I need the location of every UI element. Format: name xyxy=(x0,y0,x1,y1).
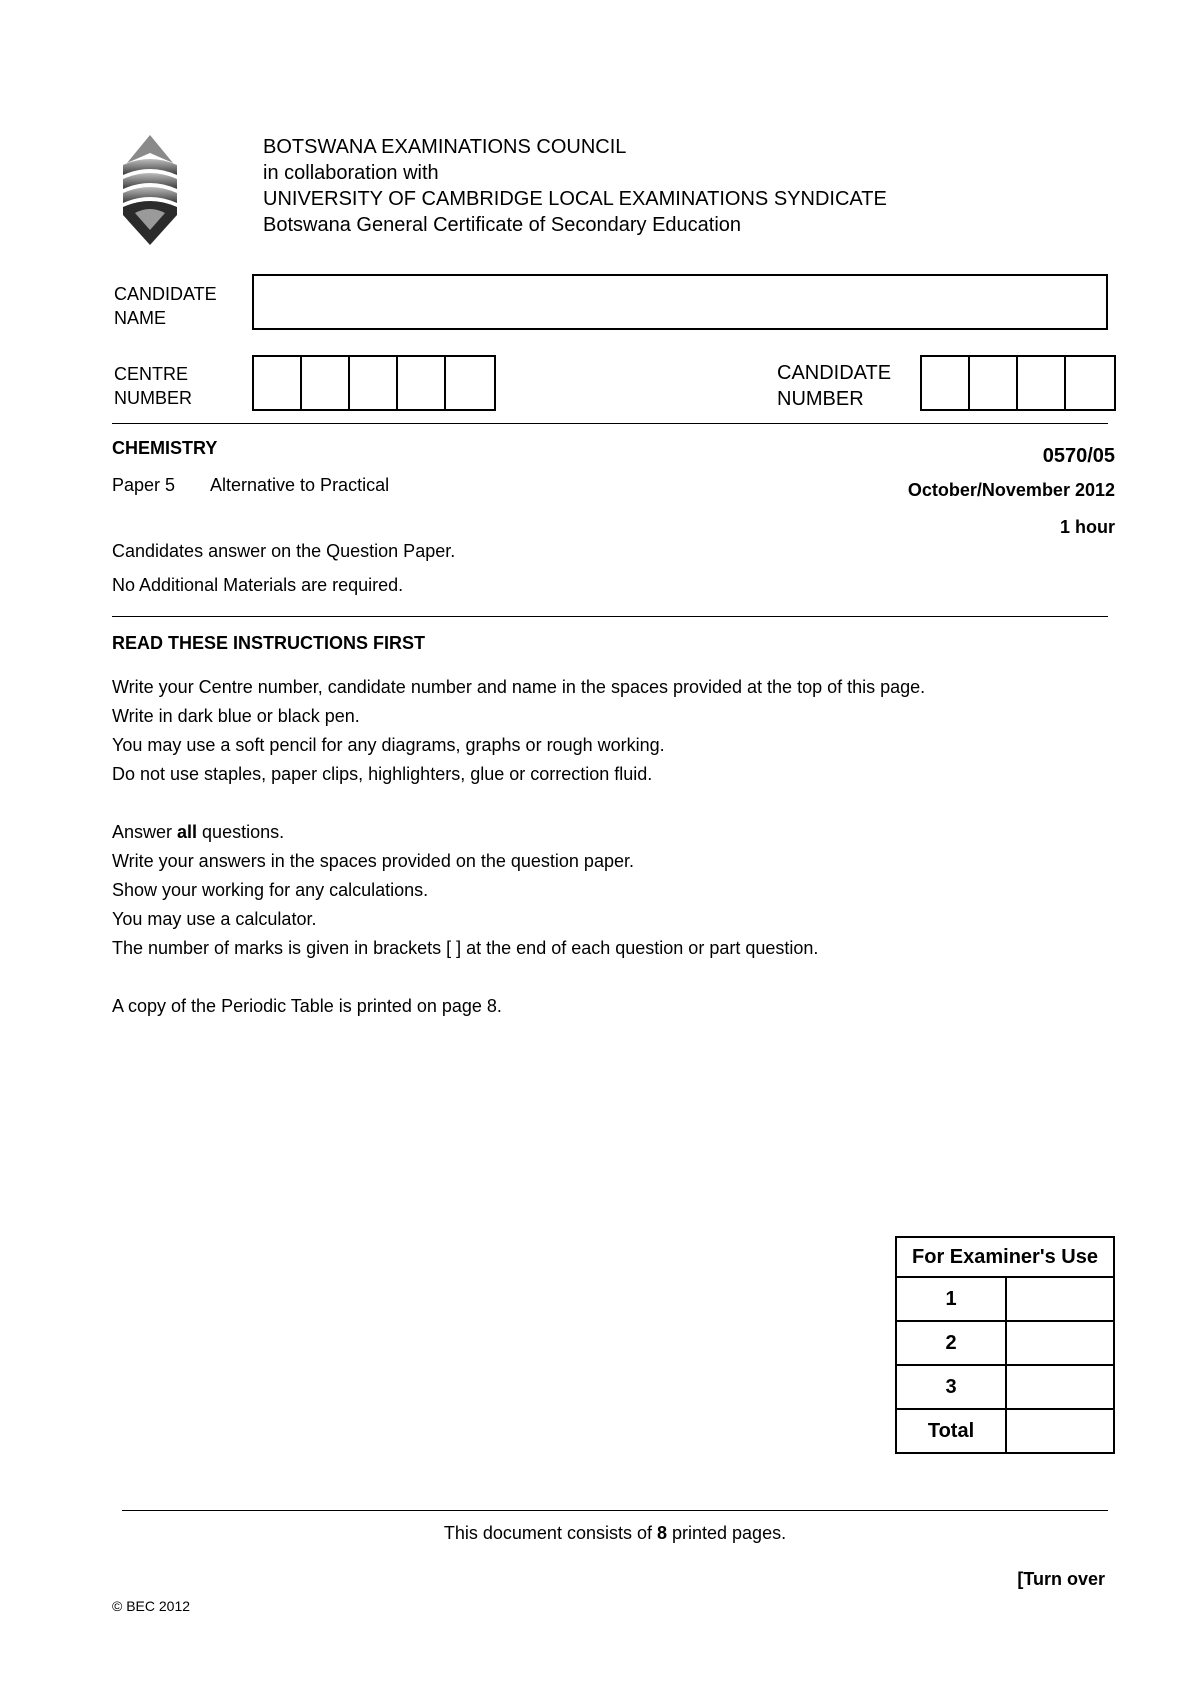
centre-number-label: CENTRE NUMBER xyxy=(114,364,193,408)
bec-logo-icon xyxy=(115,135,185,245)
centre-digit-box[interactable] xyxy=(446,357,494,409)
instructions-heading: READ THESE INSTRUCTIONS FIRST xyxy=(112,633,426,653)
candidate-digit-box[interactable] xyxy=(1018,357,1066,409)
candidate-number-label: CANDIDATE NUMBER xyxy=(777,362,892,410)
instruction-line: The number of marks is given in brackets [ ] at the end of each question or part question. xyxy=(112,938,819,958)
paper-number: Paper 5 xyxy=(112,475,176,495)
instruction-line: A copy of the Periodic Table is printed on page 8. xyxy=(112,996,502,1016)
instruction-line: Write your answers in the spaces provided on the question paper. xyxy=(112,851,634,871)
instruction-spacer xyxy=(112,789,925,818)
divider xyxy=(112,423,1108,424)
centre-number-boxes[interactable] xyxy=(252,355,496,411)
total-label: Total xyxy=(896,1409,1006,1453)
candidate-digit-box[interactable] xyxy=(970,357,1018,409)
council-name: BOTSWANA EXAMINATIONS COUNCIL xyxy=(263,136,627,158)
centre-digit-box[interactable] xyxy=(254,357,302,409)
question-number: 2 xyxy=(896,1321,1006,1365)
candidate-name-label: CANDIDATE NAME xyxy=(114,284,217,328)
footer-divider xyxy=(122,1510,1108,1511)
paper-title: Alternative to Practical xyxy=(210,475,390,495)
exam-session: October/November 2012 xyxy=(907,480,1115,500)
divider xyxy=(112,616,1108,617)
instruction-line: Write in dark blue or black pen. xyxy=(112,706,360,726)
mark-cell[interactable] xyxy=(1006,1365,1114,1409)
page-count-note: This document consists of 8 printed pages. xyxy=(443,1523,787,1543)
question-number: 3 xyxy=(896,1365,1006,1409)
examiner-use-table xyxy=(895,1236,1115,1454)
syndicate-name: UNIVERSITY OF CAMBRIDGE LOCAL EXAMINATIONS SYNDICATE xyxy=(263,188,887,210)
materials-note: No Additional Materials are required. xyxy=(112,575,404,595)
candidate-digit-box[interactable] xyxy=(922,357,970,409)
candidate-number-boxes[interactable] xyxy=(920,355,1116,411)
centre-digit-box[interactable] xyxy=(302,357,350,409)
header-block xyxy=(263,134,887,238)
copyright-text: © BEC 2012 xyxy=(112,1598,191,1614)
instruction-line: Answer all questions. xyxy=(112,822,285,842)
instruction-line: You may use a soft pencil for any diagrams, graphs or rough working. xyxy=(112,735,665,755)
centre-digit-box[interactable] xyxy=(350,357,398,409)
candidate-name-field[interactable] xyxy=(252,274,1108,330)
mark-cell[interactable] xyxy=(1006,1277,1114,1321)
mark-cell[interactable] xyxy=(1006,1321,1114,1365)
candidate-digit-box[interactable] xyxy=(1066,357,1114,409)
question-number: 1 xyxy=(896,1277,1006,1321)
subject-title: CHEMISTRY xyxy=(112,438,218,458)
answer-note: Candidates answer on the Question Paper. xyxy=(112,541,456,561)
instruction-line: You may use a calculator. xyxy=(112,909,317,929)
collaboration-text: in collaboration with xyxy=(263,162,439,184)
instruction-line: Do not use staples, paper clips, highlighters, glue or correction fluid. xyxy=(112,764,653,784)
certificate-name: Botswana General Certificate of Secondary Education xyxy=(263,214,742,236)
exam-duration: 1 hour xyxy=(1059,517,1115,537)
paper-code: 0570/05 xyxy=(1042,445,1115,467)
instruction-line: Write your Centre number, candidate number and name in the spaces provided at the top of this page. xyxy=(112,677,926,697)
turn-over-label: [Turn over xyxy=(1017,1569,1105,1589)
centre-digit-box[interactable] xyxy=(398,357,446,409)
instruction-line: Show your working for any calculations. xyxy=(112,880,429,900)
examiner-table-heading: For Examiner's Use xyxy=(896,1237,1114,1277)
instructions-list xyxy=(112,673,925,1021)
instruction-spacer xyxy=(112,963,925,992)
total-mark-cell[interactable] xyxy=(1006,1409,1114,1453)
